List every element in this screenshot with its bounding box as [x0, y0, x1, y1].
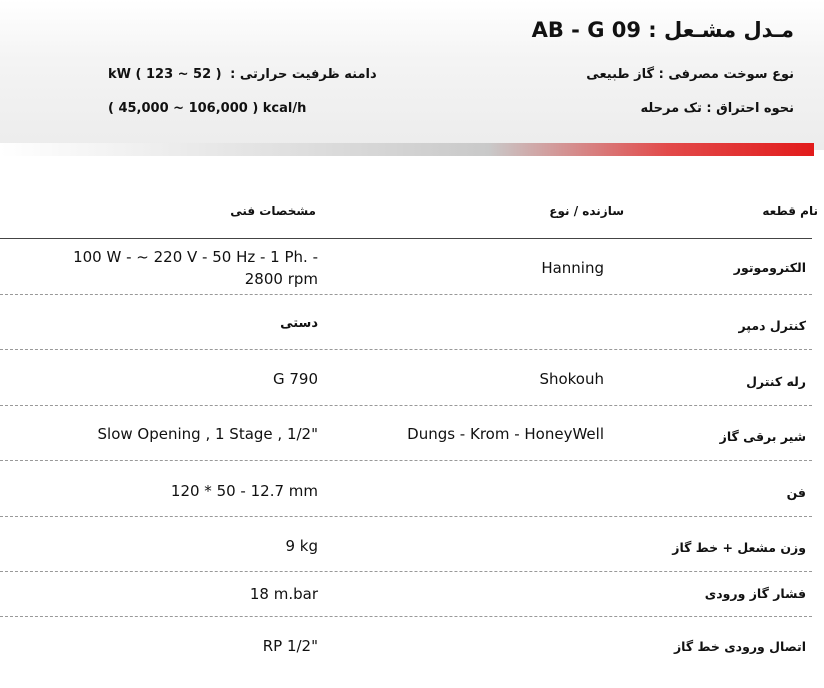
combustion-type: نحوه احتراق : تک مرحله [640, 101, 794, 116]
part-spec: دستی [280, 316, 318, 331]
fuel-type: نوع سوخت مصرفی : گاز طبیعی [586, 67, 794, 82]
part-name: الکتروموتور [733, 260, 806, 275]
table-row [0, 617, 812, 672]
table-row [0, 517, 812, 572]
part-name: شیر برقی گاز [719, 429, 806, 444]
part-spec: 100 W - ~ 220 V - 50 Hz - 1 Ph. - [73, 248, 318, 266]
part-spec: G 790 [272, 370, 318, 388]
col-header-name: نام قطعه [762, 204, 818, 218]
table-row [0, 240, 812, 295]
part-name: کنترل دمپر [738, 318, 806, 333]
col-header-spec: مشخصات فنی [230, 204, 316, 218]
part-name: اتصال ورودی خط گاز [673, 639, 806, 654]
table-row [0, 461, 812, 517]
model-value: AB - G 09 [531, 18, 641, 42]
part-maker: Hanning [541, 259, 604, 277]
part-maker: Shokouh [539, 370, 604, 388]
part-maker: Dungs - Krom - HoneyWell [407, 425, 604, 443]
capacity-line [108, 67, 377, 82]
part-spec: 120 * 50 - 12.7 mm [170, 482, 318, 500]
part-spec: 9 kg [285, 537, 318, 555]
capacity-kcal: ( 45,000 ~ 106,000 ) kcal/h [108, 101, 307, 116]
capacity-kw: kW ( 123 ~ 52 ) [108, 67, 222, 82]
part-name: رله کنترل [746, 374, 806, 389]
capacity-label: دامنه ظرفیت حرارتی : [230, 67, 377, 82]
part-name: فن [786, 485, 806, 500]
part-spec: RP 1/2" [262, 637, 318, 655]
accent-bar [0, 143, 814, 156]
part-spec: Slow Opening , 1 Stage , 1/2" [97, 425, 318, 443]
table-row [0, 406, 812, 461]
table-row [0, 295, 812, 350]
header-rule [0, 238, 812, 239]
model-label: مـدل مشـعل : [648, 18, 794, 42]
table-row [0, 350, 812, 406]
part-spec: 18 m.bar [249, 585, 318, 603]
table-row [0, 572, 812, 617]
col-header-maker: سازنده / نوع [549, 204, 624, 218]
model-title [532, 18, 794, 42]
part-name: فشار گاز ورودی [704, 586, 806, 601]
part-spec-line2: 2800 rpm [244, 270, 318, 288]
part-name: وزن مشعل + خط گاز [672, 540, 806, 555]
